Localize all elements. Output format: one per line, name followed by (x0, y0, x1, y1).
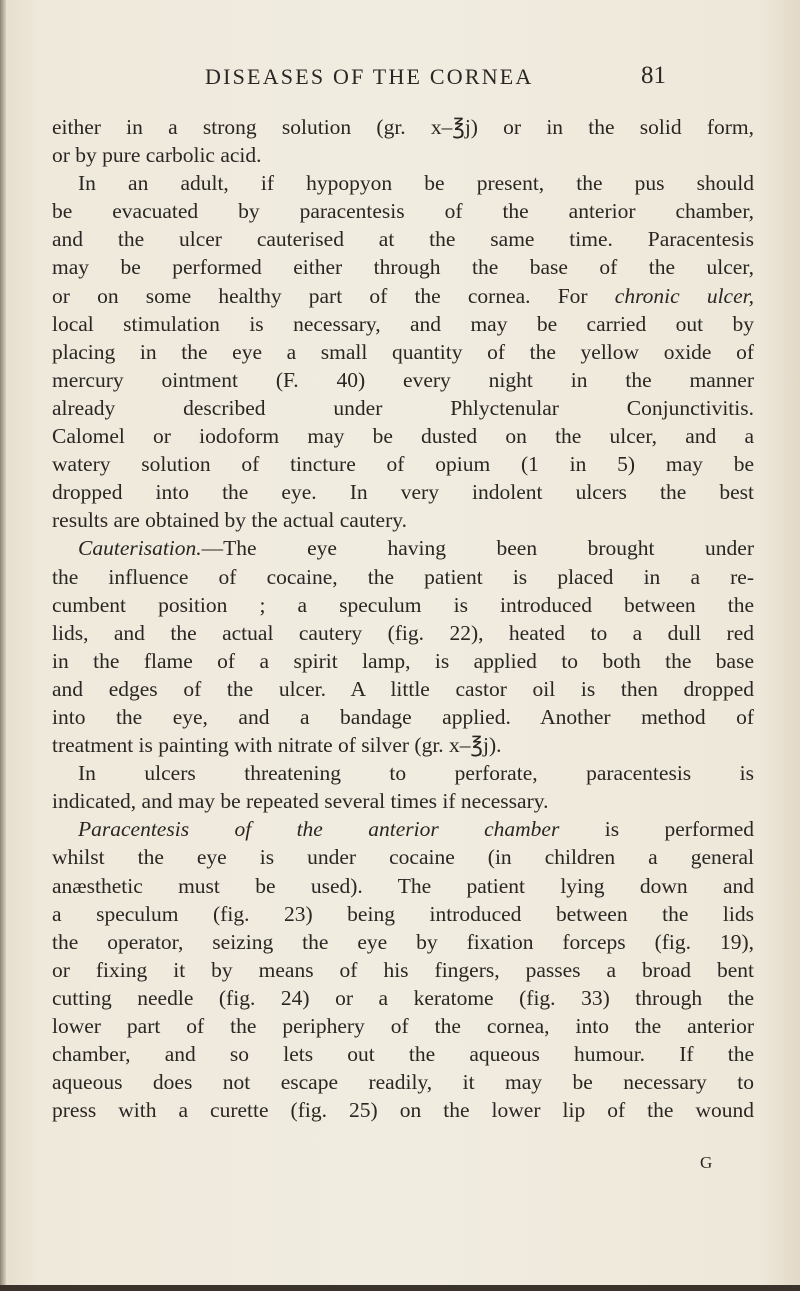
text-line: In ulcers threatening to perforate, paracentesis is (78, 761, 754, 786)
text-line: dropped into the eye. In very indolent ulcers the best (52, 480, 754, 505)
text-line: results are obtained by the actual cautery. (52, 508, 407, 533)
text-line: or fixing it by means of his fingers, passes a broad bent (52, 957, 754, 982)
text-line: local stimulation is necessary, and may be carried out by (52, 311, 754, 336)
text-line: the operator, seizing the eye by fixation forceps (fig. 19), (52, 929, 754, 954)
text-line (52, 282, 754, 310)
body-text (52, 113, 754, 1124)
page-header (0, 64, 800, 94)
text-line: press with a curette (fig. 25) on the lower lip of the wound (52, 1098, 754, 1123)
text-line: cutting needle (fig. 24) or a keratome (fig. 33) through the (52, 985, 754, 1010)
text-line: and the ulcer cauterised at the same time. Paracentesis (52, 227, 754, 252)
text-line: aqueous does not escape readily, it may be necessary to (52, 1070, 754, 1095)
text-line-content: or on some healthy part of the cornea. For chronic ulcer, (52, 283, 755, 308)
text-line: may be performed either through the base of the ulcer, (52, 255, 754, 280)
page-bottom-edge (0, 1285, 800, 1291)
text-line: placing in the eye a small quantity of the yellow oxide of (52, 339, 754, 364)
text-line: Cauterisation.—The eye having been brought under (78, 536, 754, 561)
text-line: or by pure carbolic acid. (52, 143, 262, 168)
text-line: in the flame of a spirit lamp, is applied to both the base (52, 648, 754, 673)
text-line: chamber, and so lets out the aqueous humour. If the (52, 1042, 754, 1067)
text-line: be evacuated by paracentesis of the anterior chamber, (52, 199, 754, 224)
signature-mark: G (700, 1153, 713, 1172)
text-line: Paracentesis of the anterior chamber is performed (78, 817, 754, 842)
text-line: indicated, and may be repeated several times if necessary. (52, 789, 549, 814)
text-line: cumbent position ; a speculum is introduced between the (52, 592, 754, 617)
text-line: into the eye, and a bandage applied. Another method of (52, 704, 754, 729)
text-line: watery solution of tincture of opium (1 in 5) may be (52, 452, 754, 477)
text-line: anæsthetic must be used). The patient lying down and (52, 873, 754, 898)
text-line: and edges of the ulcer. A little castor oil is then dropped (52, 676, 754, 701)
text-line: whilst the eye is under cocaine (in children a general (52, 845, 754, 870)
text-line: already described under Phlyctenular Conjunctivitis. (52, 395, 754, 420)
page-number: 81 (641, 62, 666, 89)
text-line: treatment is painting with nitrate of silver (gr. x–℥j). (52, 733, 502, 758)
text-line: lids, and the actual cautery (fig. 22), heated to a dull red (52, 620, 754, 645)
page-gutter-shadow (0, 0, 6, 1291)
running-head: DISEASES OF THE CORNEA (205, 64, 534, 89)
text-line: a speculum (fig. 23) being introduced between the lids (52, 901, 754, 926)
text-line: Calomel or iodoform may be dusted on the ulcer, and a (52, 424, 754, 449)
text-line: the influence of cocaine, the patient is placed in a re- (52, 564, 754, 589)
text-line: In an adult, if hypopyon be present, the pus should (78, 171, 754, 196)
text-line: mercury ointment (F. 40) every night in the manner (52, 367, 754, 392)
text-line: lower part of the periphery of the cornea, into the anterior (52, 1014, 754, 1038)
text-line: either in a strong solution (gr. x–℥j) or in the solid form, (52, 115, 754, 139)
